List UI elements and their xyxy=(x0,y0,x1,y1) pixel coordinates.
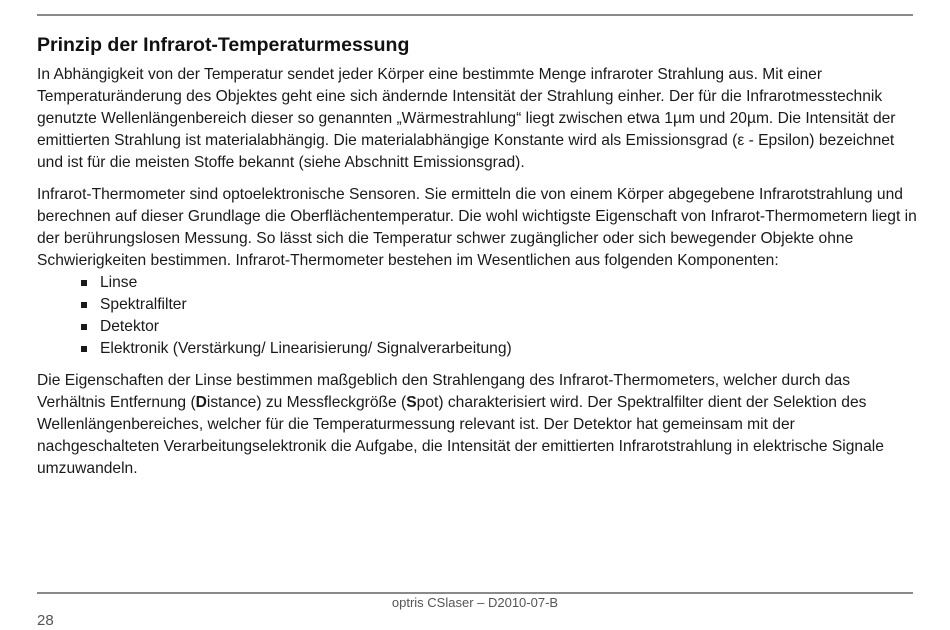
lens-text-part3: pot) charakterisiert wird. Der Spektralfilter dient der Selektion des Wellenlängenbereiches, welcher für die Temperaturmessung relevant ist. Der Detektor hat gemeinsam mit der nachgeschalteten Verarbeitungselektronik die Aufgabe, die Intensität der emittierten Infrarotstrahlung in elektrische Signale umzuwandeln. xyxy=(37,394,884,477)
page-content xyxy=(37,34,917,480)
bullet-square-icon xyxy=(81,324,87,330)
component-list xyxy=(37,272,917,360)
list-item-label: Detektor xyxy=(100,318,159,335)
distance-letter: D xyxy=(195,394,207,411)
list-item xyxy=(37,316,917,338)
sensor-paragraph: Infrarot-Thermometer sind optoelektronische Sensoren. Sie ermitteln die von einem Körper abgegebene Infrarotstrahlung und berechnen auf dieser Grundlage die Oberflächentemperatur. Die wohl wichtigste Eigenschaft von Infrarot-Thermometern liegt in der berührungslosen Messung. So lässt sich die Temperatur schwer zugänglicher oder sich bewegender Objekte ohne Schwierigkeiten bestimmen. Infrarot-Thermometer bestehen im Wesentlichen aus folgenden Komponenten: xyxy=(37,186,917,269)
bullet-square-icon xyxy=(81,280,87,286)
bullet-square-icon xyxy=(81,302,87,308)
footer-document-id: optris CSlaser – D2010-07-B xyxy=(391,595,559,610)
list-item xyxy=(37,294,917,316)
section-heading: Prinzip der Infrarot-Temperaturmessung xyxy=(37,34,410,56)
list-item-label: Elektronik (Verstärkung/ Linearisierung/ Signalverarbeitung) xyxy=(100,340,512,357)
list-item xyxy=(37,338,917,360)
footer-rule xyxy=(37,592,913,594)
lens-text-part2: istance) zu Messfleckgröße ( xyxy=(206,394,407,411)
list-item xyxy=(37,272,917,294)
list-item-label: Spektralfilter xyxy=(100,296,187,313)
lens-paragraph xyxy=(37,370,917,480)
lens-text-part1: Die Eigenschaften der Linse bestimmen maßgeblich den Strahlengang des Infrarot-Thermometers, welcher durch das Verhältnis Entfernung ( xyxy=(37,372,851,411)
bullet-square-icon xyxy=(81,346,87,352)
intro-paragraph: In Abhängigkeit von der Temperatur sendet jeder Körper eine bestimmte Menge infraroter Strahlung aus. Mit einer Temperaturänderung des Objektes geht eine sich ändernde Intensität der Strahlung einher. Der für die Infrarotmesstechnik genutzte Wellenlängenbereich dieser so genannten „Wärmestrahlung“ liegt zwischen etwa 1µm und 20µm. Die Intensität der emittierten Strahlung ist materialabhängig. Die materialabhängige Konstante wird als Emissionsgrad (ε - Epsilon) bezeichnet und ist für die meisten Stoffe bekannt (siehe Abschnitt Emissionsgrad). xyxy=(37,66,896,171)
spot-letter: S xyxy=(406,394,417,411)
list-item-label: Linse xyxy=(100,274,138,291)
header-rule xyxy=(37,14,913,16)
page-number: 28 xyxy=(37,612,54,629)
